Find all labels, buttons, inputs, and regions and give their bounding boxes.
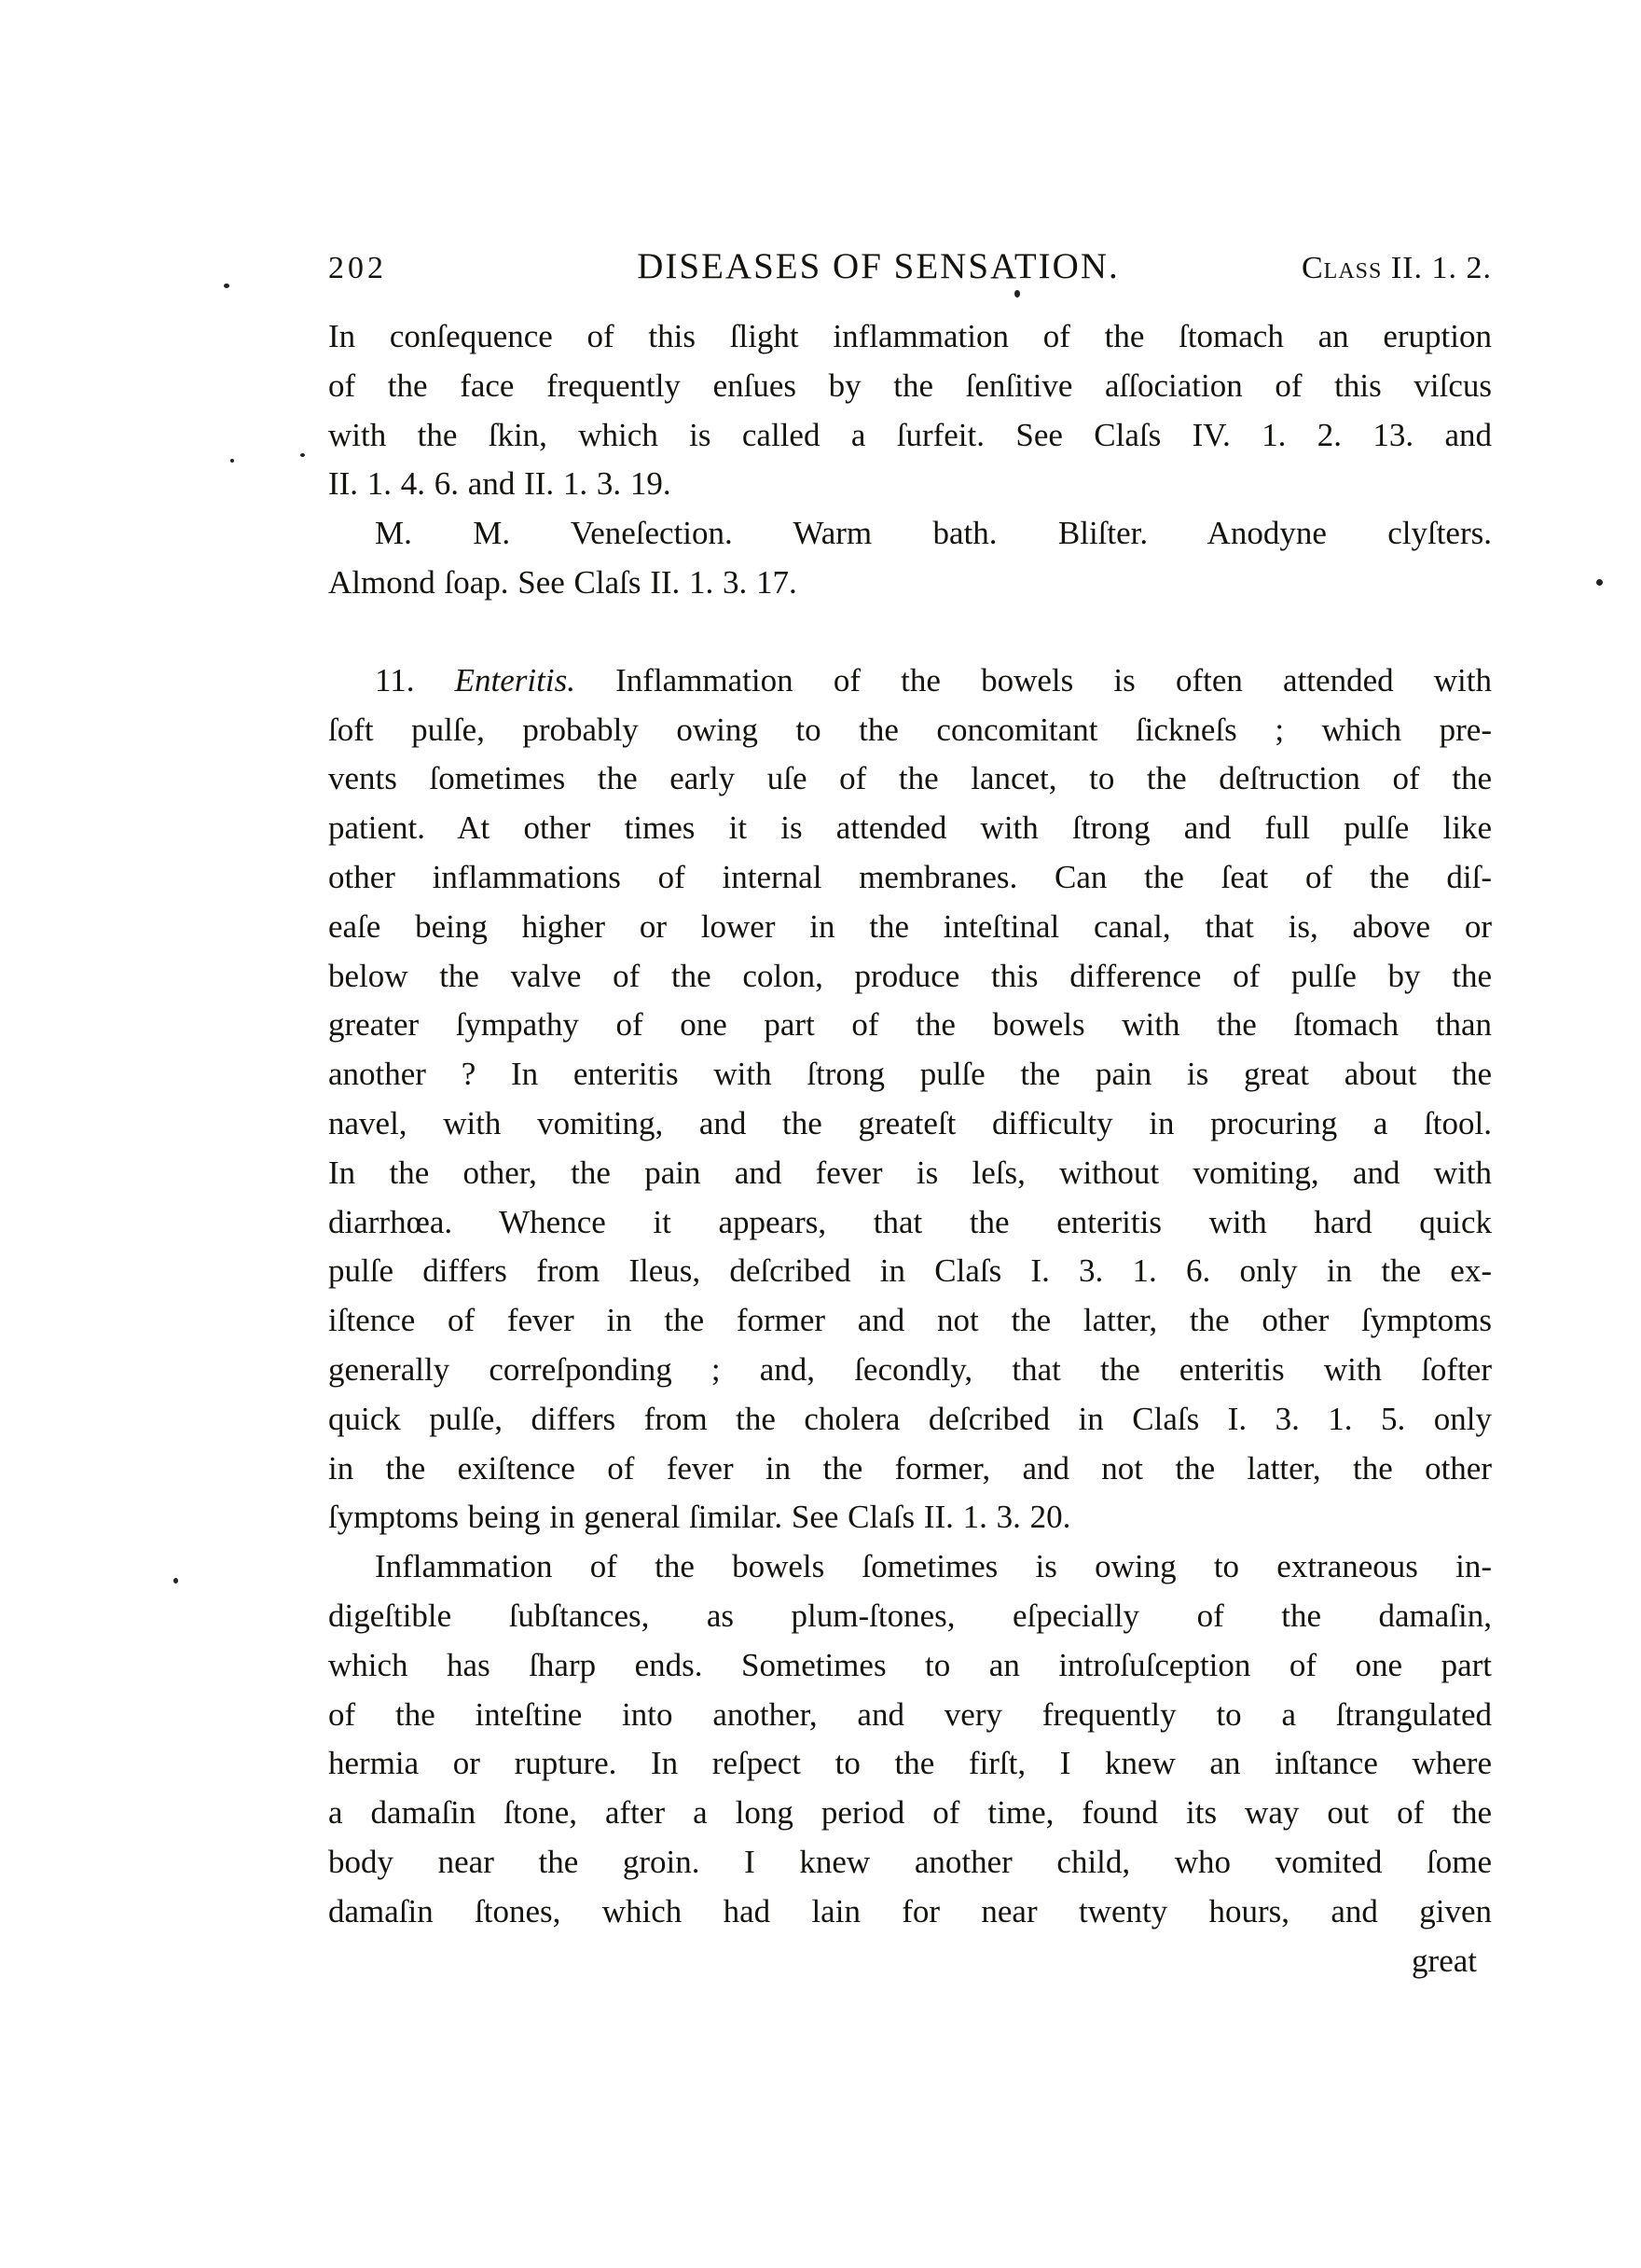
text-segment: navel, with vomiting, and the greateſt difficulty in procuring a ſtool. xyxy=(328,1104,1492,1141)
text-line xyxy=(328,754,1492,804)
text-line xyxy=(328,1198,1492,1248)
text-line xyxy=(328,1493,1492,1542)
text-segment: in the exiſtence of fever in the former, and not the latter, the other xyxy=(328,1449,1492,1487)
paragraph xyxy=(328,1542,1492,1936)
text-segment: In conſequence of this ſlight inflammation of the ſtomach an eruption xyxy=(328,318,1492,354)
text-segment: damaſin ſtones, which had lain for near twenty hours, and given xyxy=(328,1892,1492,1929)
text-line xyxy=(328,559,1492,608)
text-line xyxy=(328,1001,1492,1050)
text-segment: M. M. Veneſection. Warm bath. Bliſter. Anodyne clyſters. xyxy=(375,515,1492,552)
text-line xyxy=(328,804,1492,853)
scan-speck xyxy=(1596,579,1603,586)
text-segment: greater ſympathy of one part of the bowels with the ſtomach than xyxy=(328,1006,1492,1044)
text-segment: patient. At other times it is attended with ſtrong and full pulſe like xyxy=(328,809,1492,847)
text-line xyxy=(328,1592,1492,1641)
text-segment: of the inteſtine into another, and very frequently to a ſtrangulated xyxy=(328,1695,1492,1733)
text-segment: pulſe differs from Ileus, deſcribed in Claſs I. 3. 1. 6. only in the ex- xyxy=(328,1252,1492,1290)
text-line xyxy=(328,1888,1492,1937)
scan-speck xyxy=(224,284,229,288)
paragraph xyxy=(328,657,1492,1542)
text-line xyxy=(328,460,1492,509)
text-line xyxy=(328,1445,1492,1494)
text-line xyxy=(328,657,1492,706)
scan-speck xyxy=(1014,290,1020,297)
text-segment: a damaſin ſtone, after a long period of time, found its way out of the xyxy=(328,1794,1492,1832)
text-segment: generally correſponding ; and, ſecondly, that the enteritis with ſofter xyxy=(328,1350,1492,1388)
text-segment: 11. xyxy=(375,661,455,698)
text-line xyxy=(328,706,1492,755)
running-title: DISEASES OF SENSATION. xyxy=(637,246,1120,286)
text-segment: below the valve of the colon, produce this difference of pulſe by the xyxy=(328,957,1492,994)
text-line xyxy=(328,1641,1492,1691)
text-segment: digeſtible ſubſtances, as plum-ſtones, eſpecially of the damaſin, xyxy=(328,1597,1492,1634)
species-name-italic: Enteritis. xyxy=(454,661,575,698)
text-line xyxy=(328,1395,1492,1445)
scan-speck xyxy=(230,459,234,463)
page-number: 202 xyxy=(328,251,387,285)
text-line xyxy=(328,903,1492,952)
text-segment: Inflammation of the bowels is often attended with xyxy=(574,661,1493,698)
text-line xyxy=(328,1050,1492,1099)
text-segment: In the other, the pain and fever is leſs, without vomiting, and with xyxy=(328,1154,1492,1191)
text-segment: Inflammation of the bowels ſometimes is owing to extraneous in- xyxy=(375,1548,1492,1585)
text-line xyxy=(328,1247,1492,1296)
text-line xyxy=(328,1542,1492,1592)
text-segment: diarrhœa. Whence it appears, that the enteritis with hard quick xyxy=(328,1203,1492,1240)
paragraph xyxy=(328,509,1492,608)
text-segment: hermia or rupture. In reſpect to the firſt, I knew an inſtance where xyxy=(328,1745,1492,1782)
text-segment: Almond ſoap. See Claſs II. 1. 3. 17. xyxy=(328,563,797,601)
text-segment: quick pulſe, differs from the cholera deſcribed in Claſs I. 3. 1. 5. only xyxy=(328,1400,1492,1437)
text-block xyxy=(328,312,1492,1937)
text-line xyxy=(328,1789,1492,1838)
scan-speck xyxy=(300,453,305,457)
text-line xyxy=(328,411,1492,461)
catchword: great xyxy=(1412,1942,1477,1979)
text-line xyxy=(328,312,1492,362)
paragraph xyxy=(328,312,1492,509)
text-line xyxy=(328,362,1492,411)
text-line xyxy=(328,1099,1492,1149)
text-line xyxy=(328,952,1492,1002)
text-segment: iſtence of fever in the former and not the latter, the other ſymptoms xyxy=(328,1302,1492,1339)
text-segment: vents ſometimes the early uſe of the lancet, to the deſtruction of the xyxy=(328,760,1492,797)
text-segment: other inflammations of internal membranes. Can the ſeat of the diſ- xyxy=(328,858,1492,895)
text-line xyxy=(328,1739,1492,1789)
text-column xyxy=(328,245,1492,1985)
text-segment: ſoft pulſe, probably owing to the concomitant ſickneſs ; which pre- xyxy=(328,711,1492,748)
text-line xyxy=(328,509,1492,559)
text-segment: of the face frequently enſues by the ſenſitive aſſociation of this viſcus xyxy=(328,366,1492,404)
text-line xyxy=(328,1296,1492,1346)
class-reference: Class II. 1. 2. xyxy=(1301,251,1492,285)
catchword-row xyxy=(328,1937,1492,1986)
text-segment: another ? In enteritis with ſtrong pulſe the pain is great about the xyxy=(328,1056,1492,1093)
text-segment: ſymptoms being in general ſimilar. See Claſs II. 1. 3. 20. xyxy=(328,1499,1071,1536)
text-segment: with the ſkin, which is called a ſurfeit. See Claſs IV. 1. 2. 13. and xyxy=(328,416,1492,453)
text-segment: II. 1. 4. 6. and II. 1. 3. 19. xyxy=(328,465,671,503)
text-line xyxy=(328,1691,1492,1740)
text-line xyxy=(328,1838,1492,1888)
text-line xyxy=(328,1346,1492,1395)
text-segment: which has ſharp ends. Sometimes to an introſuſception of one part xyxy=(328,1646,1492,1683)
text-line xyxy=(328,1149,1492,1198)
text-segment: eaſe being higher or lower in the inteſtinal canal, that is, above or xyxy=(328,907,1492,945)
page-header xyxy=(328,245,1492,288)
text-line xyxy=(328,853,1492,903)
text-segment: body near the groin. I knew another child, who vomited ſome xyxy=(328,1843,1492,1880)
scan-speck xyxy=(173,1578,178,1583)
